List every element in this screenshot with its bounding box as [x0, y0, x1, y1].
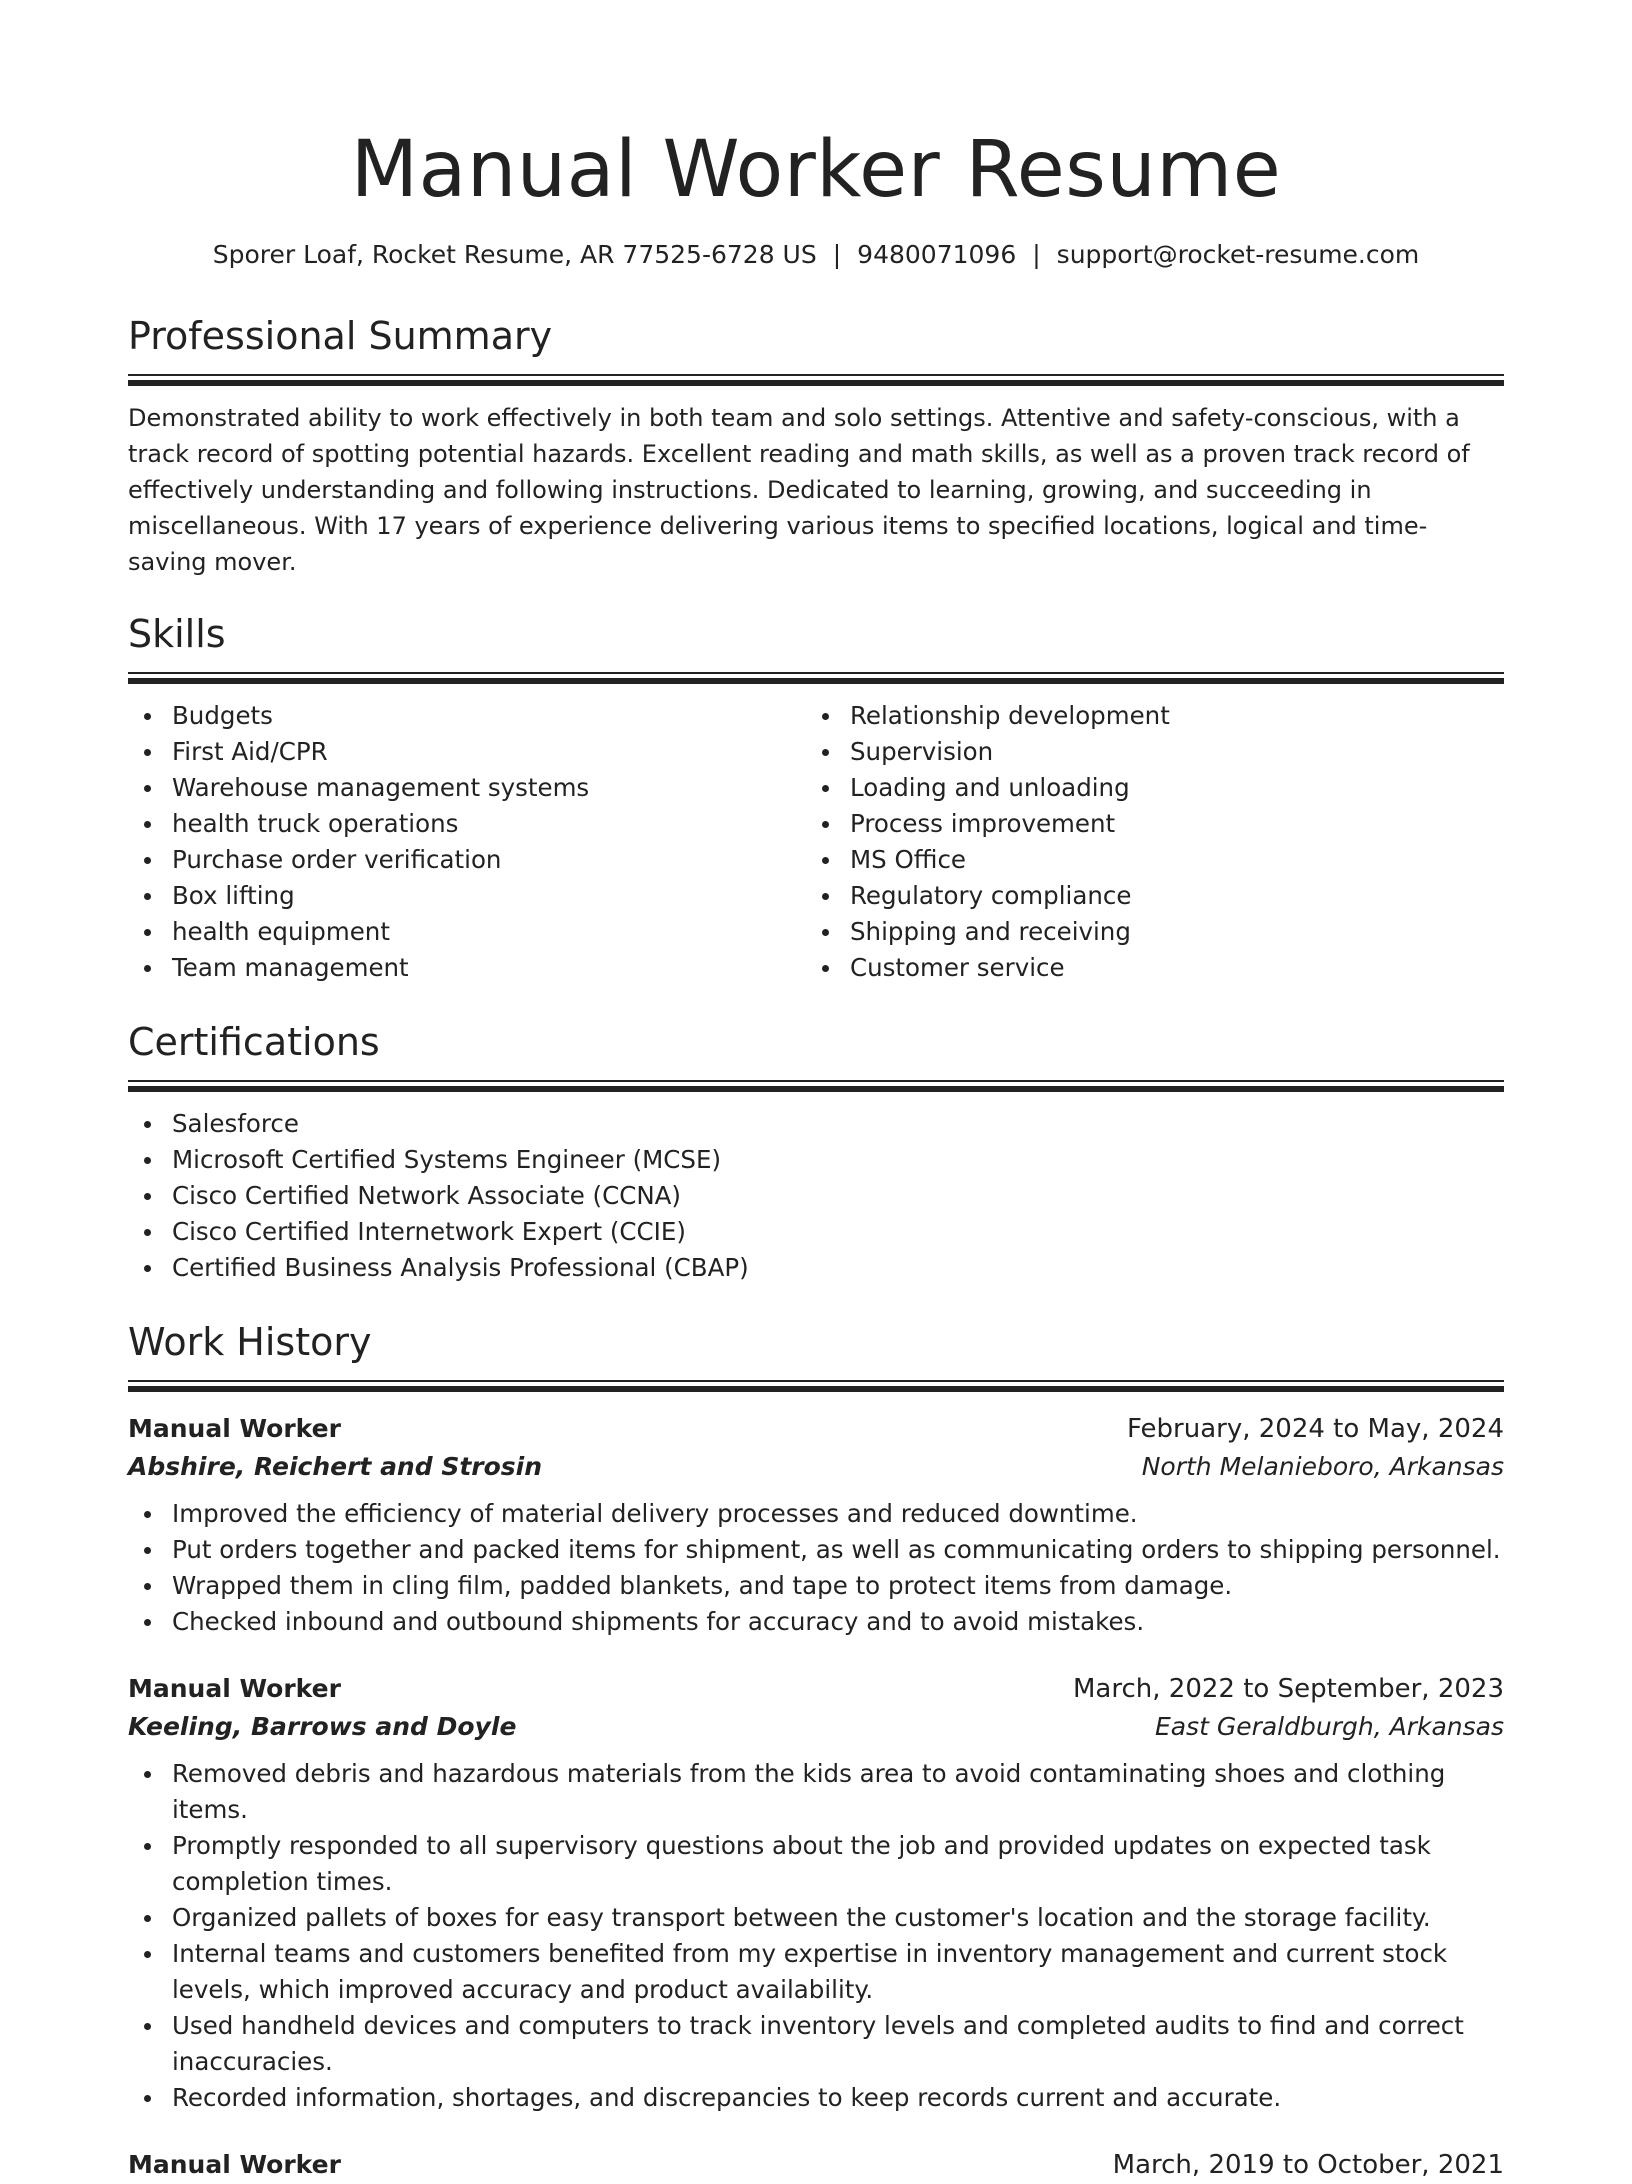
job-location: East Geraldburgh, Arkansas	[1154, 1712, 1504, 1741]
job-duty-item: Promptly responded to all supervisory questions about the job and provided updates on expected task completion times.	[128, 1828, 1504, 1900]
certification-item: Salesforce	[128, 1106, 1504, 1142]
job-duty-item: Wrapped them in cling film, padded blankets, and tape to protect items from damage.	[128, 1568, 1504, 1604]
job-header-row	[128, 2146, 1504, 2184]
contact-line	[128, 238, 1504, 272]
job-duty-item: Used handheld devices and computers to track inventory levels and completed audits to find and correct inaccuracies.	[128, 2008, 1504, 2080]
job-header-row	[128, 1410, 1504, 1448]
job-company-row	[128, 1448, 1504, 1486]
summary-heading: Professional Summary	[128, 314, 553, 358]
job-entry	[128, 1410, 1504, 1640]
skill-item: Shipping and receiving	[806, 914, 1484, 950]
skills-grid	[128, 698, 1504, 986]
job-company: Keeling, Barrows and Doyle	[128, 1712, 517, 1741]
skill-item: Budgets	[128, 698, 806, 734]
contact-separator: |	[832, 240, 842, 269]
skill-item: Process improvement	[806, 806, 1484, 842]
work-history-section	[128, 1316, 1504, 2184]
job-duty-item: Removed debris and hazardous materials from the kids area to avoid contaminating shoes and clothing items.	[128, 1756, 1504, 1828]
job-dates: March, 2019 to October, 2021	[1112, 2150, 1504, 2180]
summary-section	[128, 310, 1504, 580]
job-duty-item: Put orders together and packed items for shipment, as well as communicating orders to shipping personnel.	[128, 1532, 1504, 1568]
skill-item: Supervision	[806, 734, 1484, 770]
job-duty-item: Recorded information, shortages, and discrepancies to keep records current and accurate.	[128, 2080, 1504, 2116]
page-title: Manual Worker Resume	[350, 125, 1282, 215]
work-history-heading: Work History	[128, 1320, 372, 1364]
job-location: North Melanieboro, Arkansas	[1141, 1452, 1504, 1481]
section-divider	[128, 1080, 1504, 1092]
section-divider	[128, 374, 1504, 386]
skill-item: Warehouse management systems	[128, 770, 806, 806]
section-divider	[128, 672, 1504, 684]
skills-heading: Skills	[128, 612, 226, 656]
job-entry	[128, 2146, 1504, 2184]
certifications-heading: Certifications	[128, 1020, 380, 1064]
skill-item: health truck operations	[128, 806, 806, 842]
job-duty-item: Organized pallets of boxes for easy transport between the customer's location and the storage facility.	[128, 1900, 1504, 1936]
job-title: Manual Worker	[128, 2150, 341, 2179]
skill-item: Regulatory compliance	[806, 878, 1484, 914]
job-title: Manual Worker	[128, 1414, 341, 1443]
job-dates: February, 2024 to May, 2024	[1127, 1414, 1504, 1444]
contact-separator: |	[1032, 240, 1041, 269]
contact-phone: 9480071096	[857, 240, 1017, 269]
job-dates: March, 2022 to September, 2023	[1073, 1674, 1504, 1704]
job-duties-list	[128, 1496, 1504, 1640]
job-header-row	[128, 1670, 1504, 1708]
certifications-section	[128, 1016, 1504, 1286]
certification-item: Cisco Certified Internetwork Expert (CCIE)	[128, 1214, 1504, 1250]
skill-item: Customer service	[806, 950, 1484, 986]
skills-list-right	[806, 698, 1484, 986]
skill-item: Team management	[128, 950, 806, 986]
skills-list-left	[128, 698, 806, 986]
skill-item: Relationship development	[806, 698, 1484, 734]
skills-section	[128, 608, 1504, 986]
job-duty-item: Internal teams and customers benefited from my expertise in inventory management and current stock levels, which improved accuracy and product availability.	[128, 1936, 1504, 2008]
job-duty-item: Improved the efficiency of material delivery processes and reduced downtime.	[128, 1496, 1504, 1532]
skill-item: Loading and unloading	[806, 770, 1484, 806]
certification-item: Microsoft Certified Systems Engineer (MCSE)	[128, 1142, 1504, 1178]
contact-address: Sporer Loaf, Rocket Resume, AR 77525-6728 US	[212, 240, 817, 269]
job-duties-list	[128, 1756, 1504, 2116]
job-company: Abshire, Reichert and Strosin	[128, 1452, 543, 1481]
job-duty-item: Checked inbound and outbound shipments for accuracy and to avoid mistakes.	[128, 1604, 1504, 1640]
skill-item: MS Office	[806, 842, 1484, 878]
skill-item: Purchase order verification	[128, 842, 806, 878]
skill-item: health equipment	[128, 914, 806, 950]
contact-email[interactable]: support@rocket-resume.com	[1056, 240, 1420, 269]
job-title: Manual Worker	[128, 1674, 341, 1703]
summary-text: Demonstrated ability to work effectively in both team and solo settings. Attentive and safety-conscious, with a track record of spotting potential hazards. Excellent reading and math skills, as well as a proven track record of effectively understanding and following instructions. Dedicated to learning, growing, and succeeding in miscellaneous. With 17 years of experience delivering various items to specified locations, logical and time-saving mover.	[128, 404, 1470, 576]
section-divider	[128, 1380, 1504, 1392]
job-company-row	[128, 1708, 1504, 1746]
certification-item: Certified Business Analysis Professional (CBAP)	[128, 1250, 1504, 1286]
skill-item: First Aid/CPR	[128, 734, 806, 770]
certifications-list	[128, 1106, 1504, 1286]
job-entry	[128, 1670, 1504, 2116]
certification-item: Cisco Certified Network Associate (CCNA)	[128, 1178, 1504, 1214]
skill-item: Box lifting	[128, 878, 806, 914]
